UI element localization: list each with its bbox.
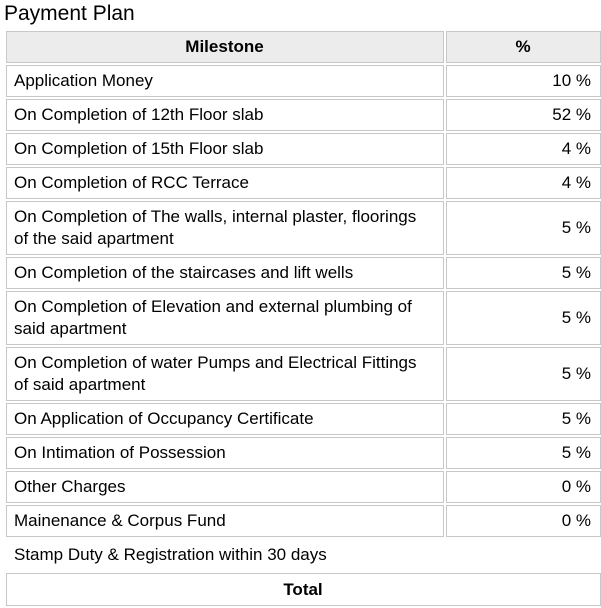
- total-row: [6, 573, 601, 606]
- milestone-cell: On Completion of 12th Floor slab: [6, 99, 444, 131]
- percent-cell: 4 %: [446, 133, 601, 165]
- percent-cell: 5 %: [446, 403, 601, 435]
- table-row: [6, 291, 601, 345]
- milestone-cell: On Completion of RCC Terrace: [6, 167, 444, 199]
- percent-cell: 5 %: [446, 347, 601, 401]
- table-row: [6, 99, 601, 131]
- percent-cell: 5 %: [446, 437, 601, 469]
- table-row: [6, 437, 601, 469]
- table-row: [6, 201, 601, 255]
- percent-cell: 5 %: [446, 291, 601, 345]
- percent-cell: 5 %: [446, 257, 601, 289]
- payment-plan-table: [4, 29, 601, 608]
- milestone-cell: Other Charges: [6, 471, 444, 503]
- percent-column-header: %: [446, 31, 601, 63]
- milestone-cell: Application Money: [6, 65, 444, 97]
- percent-cell: 0 %: [446, 505, 601, 537]
- percent-cell: 4 %: [446, 167, 601, 199]
- table-row: [6, 403, 601, 435]
- milestone-cell: On Intimation of Possession: [6, 437, 444, 469]
- table-header-row: [6, 31, 601, 63]
- table-row: [6, 65, 601, 97]
- percent-cell: 52 %: [446, 99, 601, 131]
- milestone-cell: On Completion of 15th Floor slab: [6, 133, 444, 165]
- table-row: [6, 133, 601, 165]
- total-label: Total: [6, 573, 601, 606]
- milestone-cell: On Application of Occupancy Certificate: [6, 403, 444, 435]
- note-row: [6, 539, 601, 571]
- milestone-cell: On Completion of water Pumps and Electrical Fittings of said apartment: [6, 347, 444, 401]
- table-row: [6, 347, 601, 401]
- percent-cell: 10 %: [446, 65, 601, 97]
- milestone-cell: Mainenance & Corpus Fund: [6, 505, 444, 537]
- table-row: [6, 505, 601, 537]
- milestone-column-header: Milestone: [6, 31, 444, 63]
- milestone-cell: On Completion of the staircases and lift wells: [6, 257, 444, 289]
- milestone-cell: On Completion of The walls, internal plaster, floorings of the said apartment: [6, 201, 444, 255]
- stamp-duty-note: Stamp Duty & Registration within 30 days: [6, 539, 601, 571]
- milestone-cell: On Completion of Elevation and external plumbing of said apartment: [6, 291, 444, 345]
- percent-cell: 0 %: [446, 471, 601, 503]
- table-row: [6, 167, 601, 199]
- table-row: [6, 471, 601, 503]
- table-row: [6, 257, 601, 289]
- page-title: Payment Plan: [4, 2, 135, 25]
- percent-cell: 5 %: [446, 201, 601, 255]
